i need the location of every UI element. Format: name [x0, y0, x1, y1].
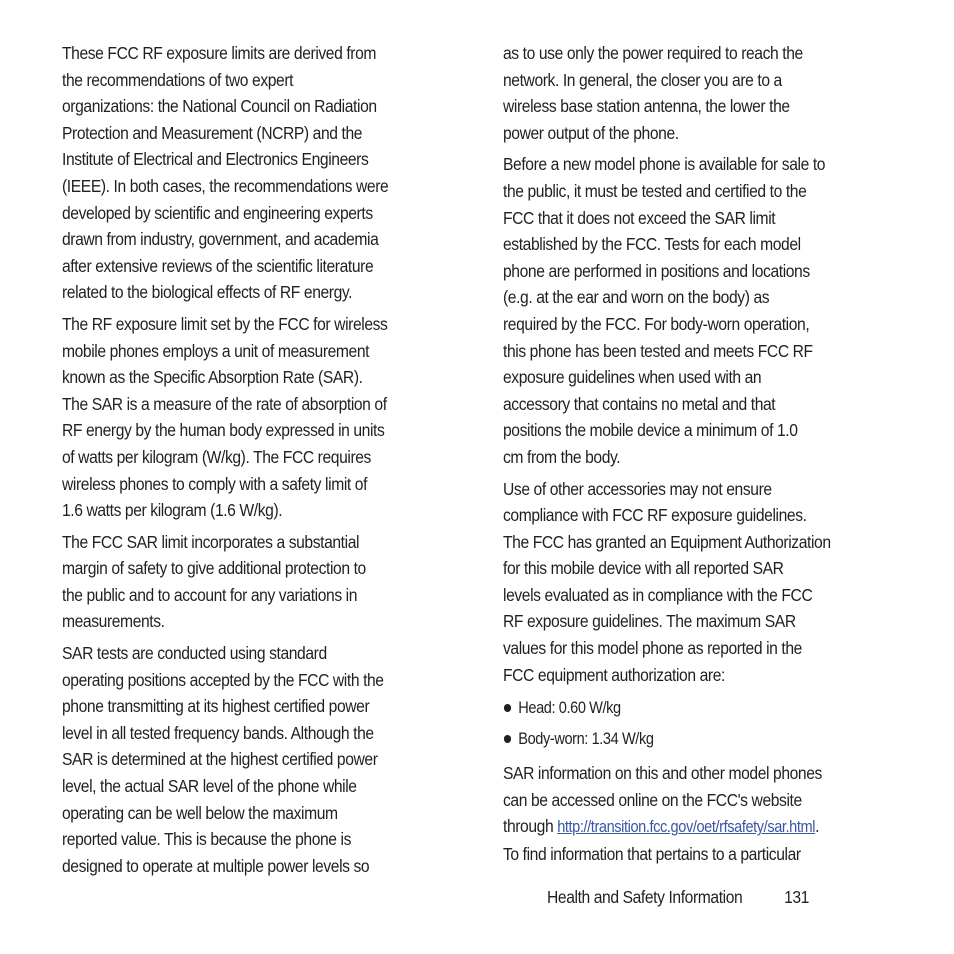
sar-values-list — [503, 693, 890, 754]
text-line: The RF exposure limit set by the FCC for wireless — [62, 313, 388, 334]
paragraph-certification — [503, 151, 890, 470]
text-line: The FCC has granted an Equipment Authorization — [503, 531, 831, 552]
text-line: Before a new model phone is available for sale to — [503, 154, 826, 175]
paragraph-sar-online-info — [503, 760, 890, 867]
text-line: known as the Specific Absorption Rate (SAR). — [62, 367, 363, 388]
text-line: level, the actual SAR level of the phone while — [62, 776, 357, 797]
text-line: wireless phones to comply with a safety limit of — [62, 473, 368, 494]
text-line: phone transmitting at its highest certified power — [62, 696, 370, 717]
text-line: Institute of Electrical and Electronics Engineers — [62, 149, 369, 170]
text-line: (IEEE). In both cases, the recommendations were — [62, 175, 389, 196]
text-line: levels evaluated as in compliance with the FCC — [503, 584, 813, 605]
bullet-icon — [504, 704, 511, 712]
text-line: established by the FCC. Tests for each model — [503, 234, 801, 255]
text-line: drawn from industry, government, and academia — [62, 229, 379, 250]
text-line: as to use only the power required to reach the — [503, 43, 803, 63]
text-line: operating positions accepted by the FCC with the — [62, 669, 384, 690]
fcc-sar-link[interactable]: http://transition.fcc.gov/oet/rfsafety/sar.html — [557, 818, 816, 837]
text-line: compliance with FCC RF exposure guidelines. — [503, 505, 807, 526]
text-line: RF exposure guidelines. The maximum SAR — [503, 611, 796, 632]
text-line: the public and to account for any variations in — [62, 584, 358, 605]
text-line: designed to operate at multiple power levels so — [62, 855, 370, 876]
left-column — [62, 40, 449, 884]
sar-body-worn-value: Body-worn: 1.34 W/kg — [518, 729, 654, 748]
paragraph-sar-tests — [62, 640, 449, 879]
text-line: network. In general, the closer you are to a — [503, 69, 782, 90]
paragraph-rf-limits-origin — [62, 40, 449, 306]
list-item — [503, 724, 890, 755]
text-line: can be accessed online on the FCC's website — [503, 789, 802, 810]
bullet-icon — [504, 735, 511, 743]
page-footer — [547, 884, 809, 910]
text-line: required by the FCC. For body-worn operation, — [503, 313, 810, 334]
paragraph-accessories — [503, 476, 890, 689]
text-line: organizations: the National Council on Radiation — [62, 96, 377, 117]
text-line: FCC equipment authorization are: — [503, 664, 725, 685]
footer-section-title: Health and Safety Information — [547, 887, 743, 907]
text-line: cm from the body. — [503, 446, 621, 467]
page-number: 131 — [784, 887, 809, 907]
through-prefix: through — [503, 816, 558, 837]
text-line: measurements. — [62, 611, 165, 632]
text-line: mobile phones employs a unit of measurement — [62, 340, 370, 361]
text-line: RF energy by the human body expressed in units — [62, 420, 385, 441]
paragraph-power-levels — [503, 40, 890, 146]
text-line: level in all tested frequency bands. Although the — [62, 722, 374, 743]
right-column — [503, 40, 890, 873]
text-line: accessory that contains no metal and that — [503, 393, 776, 414]
text-line: To find information that pertains to a particular — [503, 844, 801, 865]
text-line: FCC that it does not exceed the SAR limit — [503, 207, 776, 228]
text-line: Protection and Measurement (NCRP) and the — [62, 122, 363, 143]
list-item — [503, 693, 890, 724]
text-line: These FCC RF exposure limits are derived from — [62, 43, 377, 63]
text-line: the public, it must be tested and certified to the — [503, 180, 807, 201]
text-line: of watts per kilogram (W/kg). The FCC requires — [62, 446, 371, 467]
text-line: The SAR is a measure of the rate of absorption of — [62, 393, 387, 414]
text-line: exposure guidelines when used with an — [503, 367, 762, 388]
text-line: SAR information on this and other model phones — [503, 763, 822, 784]
text-line — [503, 813, 890, 841]
text-line: phone are performed in positions and locations — [503, 260, 810, 281]
sar-head-value: Head: 0.60 W/kg — [518, 699, 621, 718]
text-line: for this mobile device with all reported SAR — [503, 558, 784, 579]
text-line: wireless base station antenna, the lower the — [503, 96, 790, 117]
text-line: related to the biological effects of RF energy. — [62, 282, 353, 303]
text-line: the recommendations of two expert — [62, 69, 294, 90]
text-line: positions the mobile device a minimum of 1.0 — [503, 420, 798, 441]
text-line: this phone has been tested and meets FCC RF — [503, 340, 813, 361]
text-line: operating can be well below the maximum — [62, 802, 338, 823]
through-suffix: . — [815, 816, 820, 837]
text-line: SAR tests are conducted using standard — [62, 643, 327, 664]
text-line: power output of the phone. — [503, 122, 679, 143]
text-line: margin of safety to give additional protection to — [62, 558, 366, 579]
paragraph-safety-margin — [62, 529, 449, 635]
text-line: (e.g. at the ear and worn on the body) as — [503, 287, 770, 308]
paragraph-sar-definition — [62, 311, 449, 524]
text-line: reported value. This is because the phone is — [62, 829, 352, 850]
text-line: Use of other accessories may not ensure — [503, 478, 772, 499]
text-line: SAR is determined at the highest certified power — [62, 749, 378, 770]
text-line: 1.6 watts per kilogram (1.6 W/kg). — [62, 500, 283, 521]
text-line: values for this model phone as reported in the — [503, 638, 802, 659]
text-line: The FCC SAR limit incorporates a substantial — [62, 531, 360, 552]
text-line: developed by scientific and engineering experts — [62, 202, 373, 223]
text-line: after extensive reviews of the scientific literature — [62, 255, 374, 276]
